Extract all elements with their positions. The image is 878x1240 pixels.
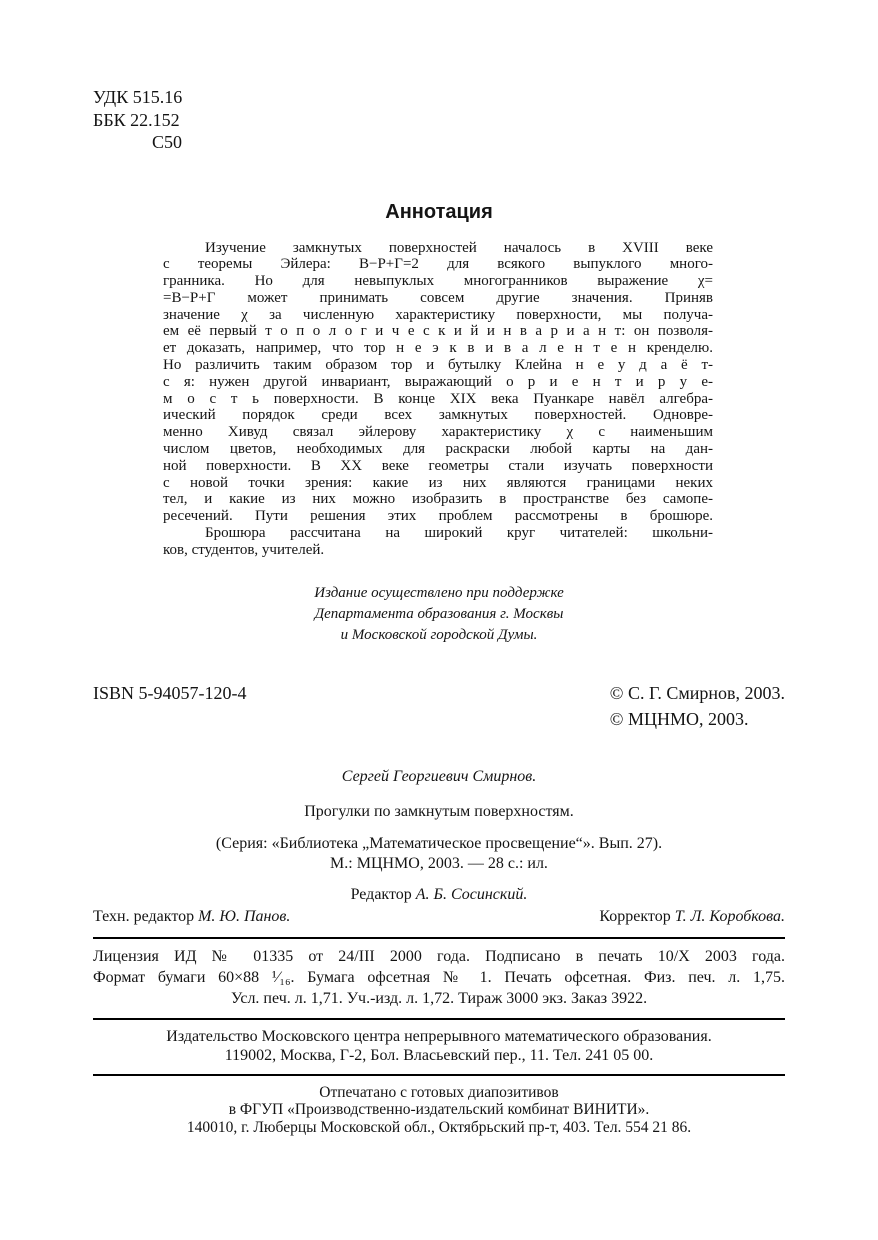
classification-codes: [93, 86, 785, 154]
text-line: Усл. печ. л. 1,71. Уч.-изд. л. 1,72. Тираж 3000 экз. Заказ 3922.: [230, 989, 648, 1007]
editor-line: [93, 886, 785, 904]
text-line: м о с т ь поверхности. В конце XIX века Пуанкаре навёл алгебра-: [163, 390, 713, 407]
printer-block: [93, 1084, 785, 1137]
text-line: Изучение замкнутых поверхностей началось в XVIII веке: [205, 239, 713, 256]
text-line: © С. Г. Смирнов, 2003.: [609, 682, 785, 703]
proofreader-name: Т. Л. Коробкова.: [674, 907, 785, 925]
text-line: Лицензия ИД № 01335 от 24/III 2000 года. Подписано в печать 10/X 2003 года.: [93, 947, 785, 965]
divider-rule-3: [93, 1074, 785, 1076]
text-line: числом цветов, необходимых для раскраски любой карты на дан-: [163, 441, 713, 458]
support-note: [93, 583, 785, 646]
book-title: Прогулки по замкнутым поверхностям.: [304, 802, 574, 820]
text-line: Но различить таким образом тор и бутылку Клейна н е у д а ё т-: [163, 357, 713, 374]
text-line: Издание осуществлено при поддержке: [314, 584, 564, 601]
tech-editor-corrector-row: [93, 906, 785, 928]
text-line: Отпечатано с готовых диапозитивов: [319, 1083, 559, 1101]
text-line: ический порядок среди всех замкнутых поверхностей. Одновре-: [163, 407, 713, 424]
editor-label: Редактор: [350, 885, 412, 903]
text-line: Формат бумаги 60×88 ¹⁄₁₆. Бумага офсетная № 1. Печать офсетная. Физ. печ. л. 1,75.: [93, 968, 785, 986]
divider-rule-2: [93, 1018, 785, 1020]
annotation-paragraph-1: [163, 240, 713, 526]
text-line: в ФГУП «Производственно-издательский комбинат ВИНИТИ».: [228, 1101, 650, 1119]
text-line: с новой точки зрения: какие из них являются границами неких: [163, 474, 713, 491]
bbk-code: ББК 22.152: [93, 109, 180, 130]
series-line: (Серия: «Библиотека „Математическое просвещение“». Вып. 27).: [215, 834, 663, 852]
text-line: 140010, г. Люберцы Московской обл., Октябрьский пр-т, 403. Тел. 554 21 86.: [186, 1118, 692, 1136]
text-line: значение χ за численную характеристику поверхности, мы получа-: [163, 306, 713, 323]
isbn-number: ISBN 5-94057-120-4: [93, 682, 247, 703]
tech-editor-name: М. Ю. Панов.: [198, 907, 291, 925]
editor-name: А. Б. Сосинский.: [415, 885, 528, 903]
annotation-block: [163, 240, 713, 559]
text-line: ресечений. Пути решения этих проблем рассмотрены в брошюре.: [163, 508, 713, 525]
annotation-heading: Аннотация: [385, 200, 493, 223]
divider-rule-1: [93, 937, 785, 939]
text-line: ем её первый т о п о л о г и ч е с к и й и н в а р и а н т: он позволя-: [163, 323, 713, 340]
text-line: с я: нужен другой инвариант, выражающий о р и е н т и р у е-: [163, 373, 713, 390]
text-line: и Московской городской Думы.: [340, 626, 538, 643]
text-line: менно Хивуд связал эйлерову характеристику χ с наименьшим: [163, 424, 713, 441]
tech-editor-line: [93, 906, 290, 928]
udk-code: УДК 515.16: [93, 87, 183, 107]
text-line: Брошюра рассчитана на широкий круг читателей: школьни-: [205, 525, 713, 542]
copyright-block: [610, 680, 785, 732]
series-info: [93, 834, 785, 874]
tech-editor-label: Техн. редактор: [93, 907, 195, 925]
text-line: =В−Р+Г может принимать совсем другие значения. Приняв: [163, 289, 713, 306]
text-line: © МЦНМО, 2003.: [609, 708, 749, 729]
license-print-block: [93, 946, 785, 1009]
proofreader-label: Корректор: [599, 907, 671, 925]
text-line: с теоремы Эйлера: В−Р+Г=2 для всякого выпуклого много-: [163, 256, 713, 273]
author-sign-code: С50: [152, 132, 183, 152]
proofreader-line: [599, 906, 785, 928]
annotation-paragraph-2: [163, 525, 713, 559]
text-line: ной поверхности. В XX веке геометры стали изучать поверхности: [163, 457, 713, 474]
text-line: тел, и какие из них можно изобразить в пространстве без самопе-: [163, 491, 713, 508]
bibliographic-block: [93, 768, 785, 904]
text-line: ет доказать, например, что тор н е э к в и в а л е н т е н кренделю.: [163, 340, 713, 357]
text-line: 119002, Москва, Г-2, Бол. Власьевский пер., 11. Тел. 241 05 00.: [224, 1046, 654, 1064]
publisher-block: [93, 1027, 785, 1065]
text-line: Издательство Московского центра непрерывного математического образования.: [166, 1027, 712, 1045]
text-line: Департамента образования г. Москвы: [314, 605, 564, 622]
isbn-copyright-row: [93, 680, 785, 732]
imprint-line: М.: МЦНМО, 2003. — 28 с.: ил.: [330, 854, 548, 872]
author-name: Сергей Георгиевич Смирнов.: [341, 767, 537, 785]
text-line: гранника. Но для невыпуклых многогранников выражение χ=: [163, 273, 713, 290]
text-line: ков, студентов, учителей.: [163, 541, 325, 558]
